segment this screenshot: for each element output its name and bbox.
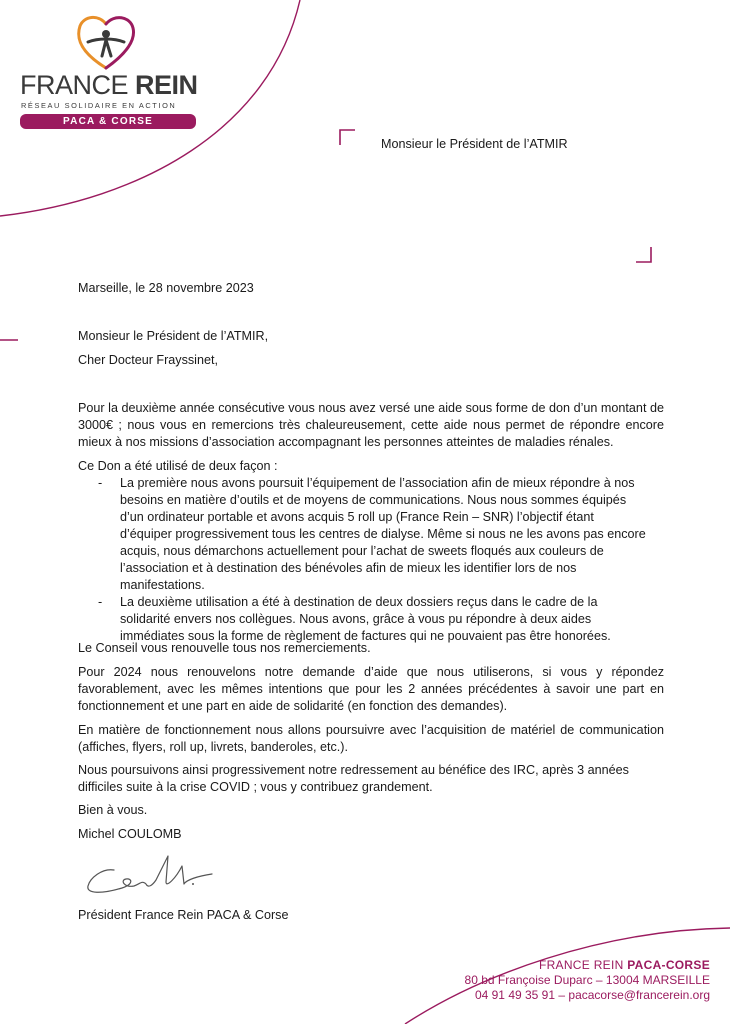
list-item-text: La première nous avons poursuit l’équipement de l’association afin de mieux répondre à nos besoins en matière d’outils et de moyens de communications. Nous nous sommes équipés d’un ordinateur portable et avons acquis 5 roll up (France Rein – SNR) l’objectif étant d’équiper progressivement tous les centres de dialyse. Même si nous ne les avons pas encore acquis, nous démarchons actuellement pour l’achat de sweets floqués aux couleurs de l’association et à destination des bénévoles afin de mieux les identifier lors de nos manifestations. xyxy=(120,476,646,592)
footer-org-light: FRANCE REIN xyxy=(538,958,624,972)
footer-org-bold: PACA-CORSE xyxy=(627,958,710,972)
brand-tagline: RÉSEAU SOLIDAIRE EN ACTION xyxy=(21,101,177,110)
bullet-dash: - xyxy=(98,595,103,609)
list-item xyxy=(98,594,646,645)
region-badge: PACA & CORSE xyxy=(20,114,196,129)
footer-contact xyxy=(465,958,710,1003)
list-item-text: La deuxième utilisation a été à destination de deux dossiers reçus dans le cadre de la solidarité envers nos collègues. Nous avons, grâce à vous pu répondre à deux aides immédiates sous la forme de règlement de factures qui ne pouvaient pas être honorées. xyxy=(120,595,611,643)
brand-name-bold: REIN xyxy=(135,70,198,100)
france-rein-logo xyxy=(0,0,230,140)
paragraph-2024-request: Pour 2024 nous renouvelons notre demande d’aide que nous utiliserons, si vous y répondez favorablement, avec les mêmes intentions que pour les 2 années précédentes à savoir une part en fonctionnement et une part en aide de solidarité (en fonction des demandes). xyxy=(78,665,664,713)
footer-separator: – xyxy=(558,988,566,1002)
heart-figure-icon xyxy=(74,12,138,72)
footer-phone: 04 91 49 35 91 xyxy=(474,988,556,1002)
handwritten-signature xyxy=(82,848,222,900)
paragraph-irc: Nous poursuivons ainsi progressivement notre redressement au bénéfice des IRC, après 3 années difficiles suite à la crise COVID ; vous y contribuez grandement. xyxy=(78,763,629,794)
paragraph-conseil: Le Conseil vous renouvelle tous nos remerciements. xyxy=(78,641,371,655)
address-corner-top-left xyxy=(340,130,355,145)
paragraph-donation: Pour la deuxième année consécutive vous nous avez versé une aide sous forme de don d’un montant de 3000€ ; nous vous en remercions très chaleureusement, cette aide nous permet de répondre encore mieux à nos missions d’association accompagnant les personnes atteintes de maladies rénales. xyxy=(78,401,664,449)
bullet-dash: - xyxy=(98,476,103,490)
footer-email-link[interactable]: pacacorse@francerein.org xyxy=(568,988,710,1002)
brand-name xyxy=(20,70,198,101)
place-date: Marseille, le 28 novembre 2023 xyxy=(78,281,254,295)
signer-title: Président France Rein PACA & Corse xyxy=(78,908,289,922)
footer-org xyxy=(465,958,710,973)
salutation-line-2: Cher Docteur Frayssinet, xyxy=(78,353,218,367)
paragraph-fonctionnement: En matière de fonctionnement nous allons poursuivre avec l’acquisition de matériel de communication (affiches, flyers, roll up, livrets, banderoles, etc.). xyxy=(78,723,664,754)
recipient-address: Monsieur le Président de l’ATMIR xyxy=(381,137,568,151)
list-item xyxy=(98,475,646,594)
salutation-line-1: Monsieur le Président de l’ATMIR, xyxy=(78,329,269,343)
address-corner-bottom-right xyxy=(636,247,651,262)
signer-name: Michel COULOMB xyxy=(78,827,182,841)
usage-list xyxy=(98,475,646,645)
footer-phone-email xyxy=(465,988,710,1003)
footer-address: 80 bd Françoise Duparc – 13004 MARSEILLE xyxy=(464,973,710,987)
closing: Bien à vous. xyxy=(78,803,148,817)
brand-name-light: FRANCE xyxy=(20,70,129,100)
usage-intro: Ce Don a été utilisé de deux façon : xyxy=(78,459,278,473)
